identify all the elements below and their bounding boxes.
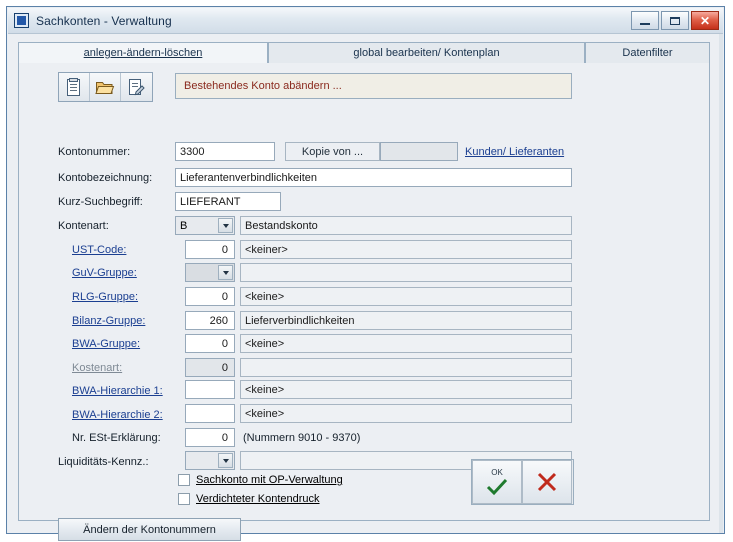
label-guv-gruppe[interactable]: GuV-Gruppe: [72, 267, 137, 279]
bwa-hierarchie-2-description: <keine> [240, 404, 572, 423]
window-title: Sachkonten - Verwaltung [36, 13, 172, 28]
bilanz-gruppe-input[interactable]: 260 [185, 311, 235, 330]
label-rlg-gruppe[interactable]: RLG-Gruppe: [72, 291, 139, 303]
kunden-lieferanten-link[interactable]: Kunden/ Lieferanten [465, 146, 565, 158]
open-folder-icon [95, 78, 115, 97]
action-button-group [471, 459, 574, 505]
kontonummer-input[interactable]: 3300 [175, 142, 275, 161]
kontenart-description: Bestandskonto [240, 216, 572, 235]
label-kurz-suchbegriff: Kurz-Suchbegriff: [58, 196, 143, 208]
chevron-down-icon[interactable] [218, 265, 233, 280]
checkmark-icon [486, 478, 508, 496]
minimize-icon [640, 23, 650, 25]
ust-code-description: <keiner> [240, 240, 572, 259]
label-nr-est-erklaerung: Nr. ESt-Erklärung: [72, 432, 161, 444]
bwa-hierarchie-1-input[interactable] [185, 380, 235, 399]
kostenart-description [240, 358, 572, 377]
label-bwa-hierarchie-1[interactable]: BWA-Hierarchie 1: [72, 385, 163, 397]
bwa-gruppe-input[interactable]: 0 [185, 334, 235, 353]
label-ust-code[interactable]: UST-Code: [72, 244, 127, 256]
label-bwa-gruppe[interactable]: BWA-Gruppe: [72, 338, 141, 350]
edit-document-icon [127, 78, 146, 97]
label-kontobezeichnung: Kontobezeichnung: [58, 172, 153, 184]
maximize-button[interactable] [661, 11, 689, 30]
client-area [8, 34, 723, 536]
aendern-der-kontonummern-button[interactable] [58, 518, 241, 541]
chevron-down-icon[interactable] [218, 453, 233, 468]
ok-button[interactable] [472, 460, 522, 504]
record-toolbar [58, 72, 153, 102]
checkbox-box[interactable] [178, 493, 190, 505]
status-message: Bestehendes Konto abändern ... [175, 73, 572, 99]
window-controls [631, 11, 719, 30]
chevron-down-icon[interactable] [218, 218, 233, 233]
guv-gruppe-combo[interactable] [185, 263, 235, 282]
checkbox-sachkonto-op-verwaltung[interactable] [178, 474, 343, 486]
edit-document-button[interactable] [121, 73, 152, 101]
bwa-gruppe-description: <keine> [240, 334, 572, 353]
minimize-button[interactable] [631, 11, 659, 30]
label-kostenart: Kostenart: [72, 362, 123, 374]
bottom-button-label: Ändern der Kontonummern [83, 523, 216, 536]
bwa-hierarchie-2-input[interactable] [185, 404, 235, 423]
kopie-von-button[interactable]: Kopie von ... [285, 142, 380, 161]
tab-label: Datenfilter [622, 47, 673, 59]
app-icon [14, 13, 29, 28]
checkbox-verdichteter-kontendruck[interactable] [178, 493, 320, 505]
tab-datenfilter[interactable] [585, 42, 710, 64]
tab-anlegen-aendern-loeschen[interactable] [18, 42, 268, 64]
title-bar [8, 8, 723, 34]
new-document-icon [65, 78, 83, 97]
label-kontonummer: Kontonummer: [58, 146, 131, 158]
cancel-button[interactable] [522, 460, 572, 504]
ust-code-input[interactable]: 0 [185, 240, 235, 259]
tab-strip [18, 42, 710, 64]
right-edge-filler [719, 34, 723, 533]
kostenart-input: 0 [185, 358, 235, 377]
bwa-hierarchie-1-description: <keine> [240, 380, 572, 399]
close-button[interactable]: ✕ [691, 11, 719, 30]
tab-global-bearbeiten-kontenplan[interactable] [268, 42, 585, 64]
checkbox-label: Sachkonto mit OP-Verwaltung [196, 474, 343, 486]
checkbox-label: Verdichteter Kontendruck [196, 493, 320, 505]
checkbox-box[interactable] [178, 474, 190, 486]
label-liquiditaets-kennz: Liquiditäts-Kennz.: [58, 456, 149, 468]
liquiditaets-kennz-combo[interactable] [185, 451, 235, 470]
kurz-suchbegriff-input[interactable]: LIEFERANT [175, 192, 281, 211]
guv-gruppe-description [240, 263, 572, 282]
label-bwa-hierarchie-2[interactable]: BWA-Hierarchie 2: [72, 409, 163, 421]
open-folder-button[interactable] [90, 73, 121, 101]
kontenart-value: B [180, 219, 188, 232]
nr-est-erklaerung-hint: (Nummern 9010 - 9370) [243, 432, 361, 444]
new-document-button[interactable] [59, 73, 90, 101]
label-bilanz-gruppe[interactable]: Bilanz-Gruppe: [72, 315, 146, 327]
ok-label: OK [491, 468, 503, 477]
close-x-icon [536, 471, 558, 493]
kontenart-combo[interactable] [175, 216, 235, 235]
tab-label: anlegen-ändern-löschen [83, 47, 203, 59]
bilanz-gruppe-description: Lieferverbindlichkeiten [240, 311, 572, 330]
label-kontenart: Kontenart: [58, 220, 109, 232]
application-window [6, 6, 725, 534]
rlg-gruppe-input[interactable]: 0 [185, 287, 235, 306]
tab-label: global bearbeiten/ Kontenplan [353, 47, 500, 59]
kopie-von-input[interactable] [380, 142, 458, 161]
rlg-gruppe-description: <keine> [240, 287, 572, 306]
nr-est-erklaerung-input[interactable]: 0 [185, 428, 235, 447]
kontobezeichnung-input[interactable]: Lieferantenverbindlichkeiten [175, 168, 572, 187]
maximize-icon [670, 17, 680, 25]
